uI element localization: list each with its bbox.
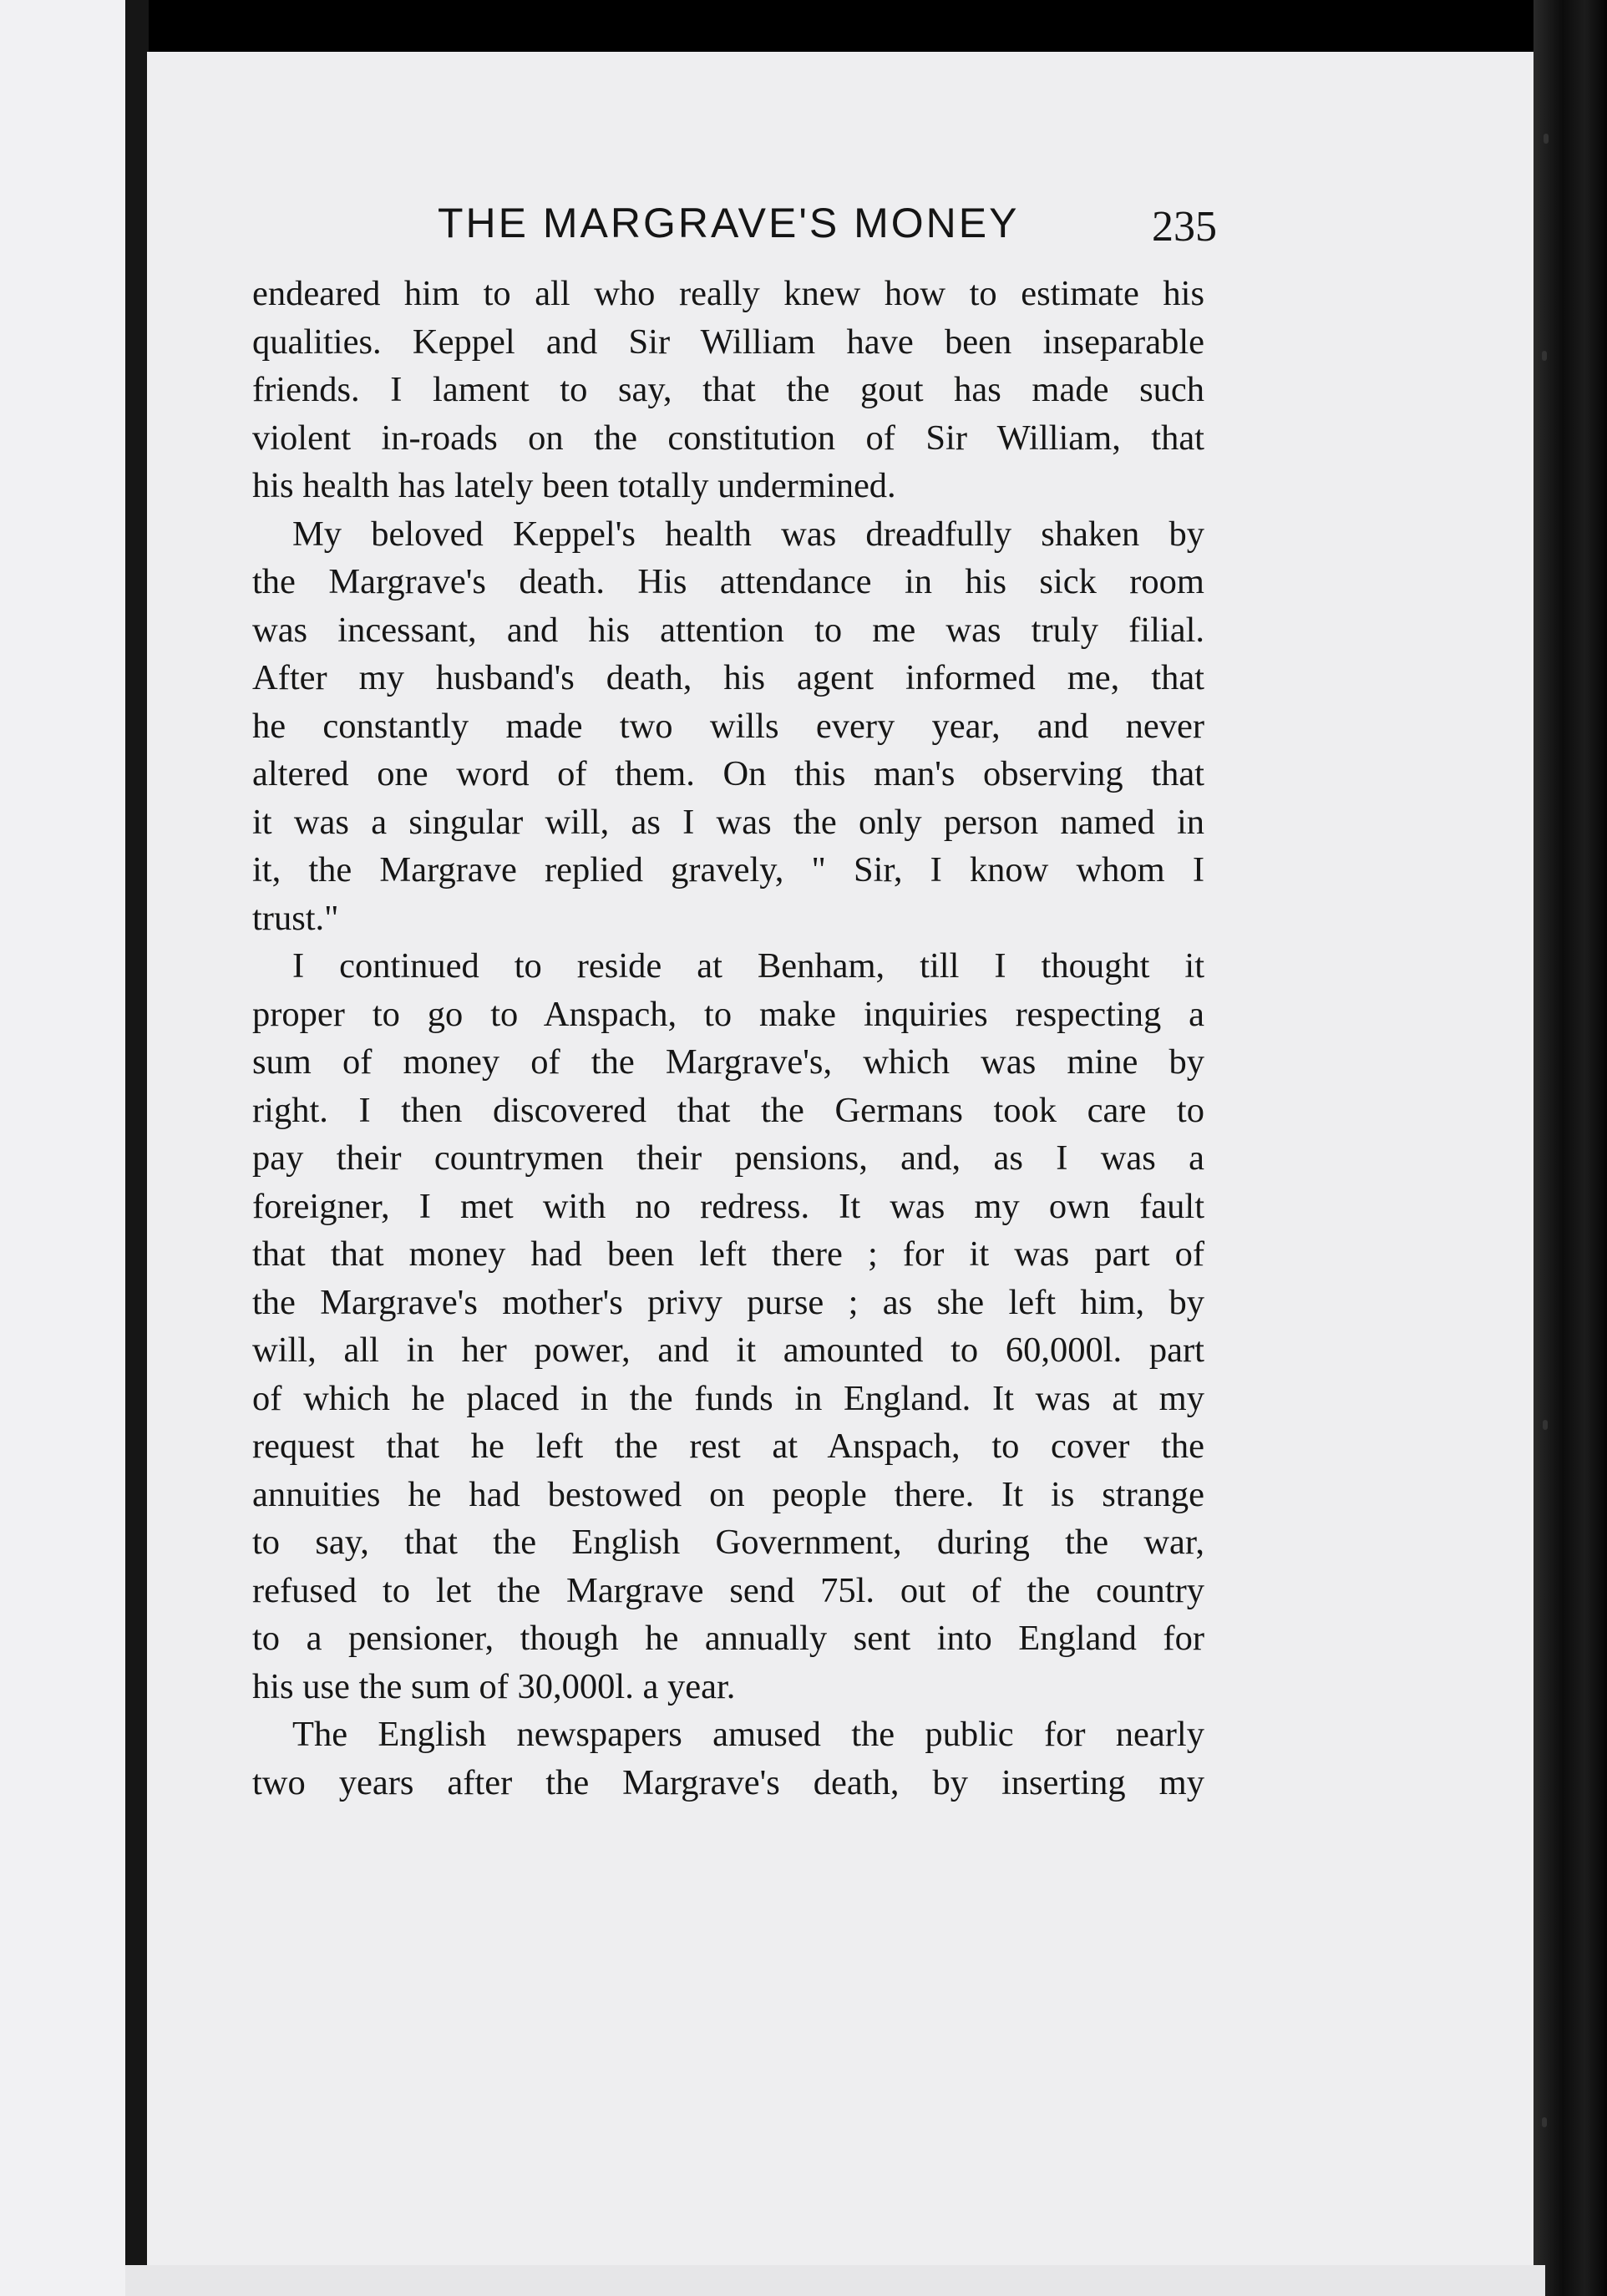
scan-speck [1544, 134, 1549, 144]
text-line: he constantly made two wills every year, and never [252, 706, 1204, 746]
text-line: qualities. Keppel and Sir William have been inseparable [252, 322, 1204, 362]
text-line: to say, that the English Government, during the war, [252, 1523, 1204, 1562]
text-line: altered one word of them. On this man's observing that [252, 754, 1204, 793]
text-line: will, all in her power, and it amounted to 60,000l. part [252, 1330, 1204, 1370]
text-line: right. I then discovered that the Germans took care to [252, 1090, 1204, 1130]
right-page-edge [1533, 0, 1607, 2296]
text-line: his use the sum of 30,000l. a year. [252, 1666, 736, 1706]
text-line: sum of money of the Margrave's, which was mine by [252, 1042, 1204, 1082]
scan-speck [1542, 351, 1547, 361]
text-line: to a pensioner, though he annually sent into England for [252, 1619, 1204, 1658]
scan-speck [1542, 2117, 1547, 2127]
text-line: the Margrave's mother's privy purse ; as she left him, by [252, 1282, 1204, 1322]
text-line: it, the Margrave replied gravely, " Sir, I know whom I [252, 850, 1204, 890]
text-line: the Margrave's death. His attendance in his sick room [252, 562, 1204, 601]
text-line: The English newspapers amused the public for nearly [292, 1715, 1204, 1754]
text-line: of which he placed in the funds in England. It was at my [252, 1378, 1204, 1418]
scan-speck [1543, 1420, 1548, 1430]
page-number: 235 [1152, 203, 1217, 251]
text-line: proper to go to Anspach, to make inquiries respecting a [252, 994, 1204, 1034]
text-line: I continued to reside at Benham, till I thought it [292, 946, 1204, 986]
book-gutter [125, 0, 149, 2296]
text-line: trust." [252, 898, 339, 938]
text-line: annuities he had bestowed on people there. It is strange [252, 1474, 1204, 1514]
text-line: that that money had been left there ; for it was part of [252, 1234, 1204, 1274]
left-page-edge [0, 0, 138, 2296]
text-line: his health has lately been totally undermined. [252, 466, 896, 505]
text-line: request that he left the rest at Anspach, to cover the [252, 1427, 1204, 1466]
text-line: was incessant, and his attention to me was truly filial. [252, 610, 1204, 650]
text-line: refused to let the Margrave send 75l. out of the country [252, 1570, 1204, 1610]
text-line: foreigner, I met with no redress. It was my own fault [252, 1186, 1204, 1226]
text-line: endeared him to all who really knew how to estimate his [252, 274, 1204, 313]
text-line: it was a singular will, as I was the only person named in [252, 802, 1204, 842]
text-line: pay their countrymen their pensions, and, as I was a [252, 1138, 1204, 1178]
text-line: My beloved Keppel's health was dreadfully shaken by [292, 514, 1204, 554]
page-bottom-edge [125, 2265, 1545, 2296]
text-line: friends. I lament to say, that the gout has made such [252, 370, 1204, 409]
text-line: two years after the Margrave's death, by inserting my [252, 1762, 1204, 1802]
text-line: violent in-roads on the constitution of Sir William, that [252, 418, 1204, 458]
body-text [252, 270, 1204, 1807]
text-line: After my husband's death, his agent informed me, that [252, 658, 1204, 697]
running-title: THE MARGRAVE'S MONEY [438, 200, 1020, 246]
running-head [147, 190, 1533, 257]
